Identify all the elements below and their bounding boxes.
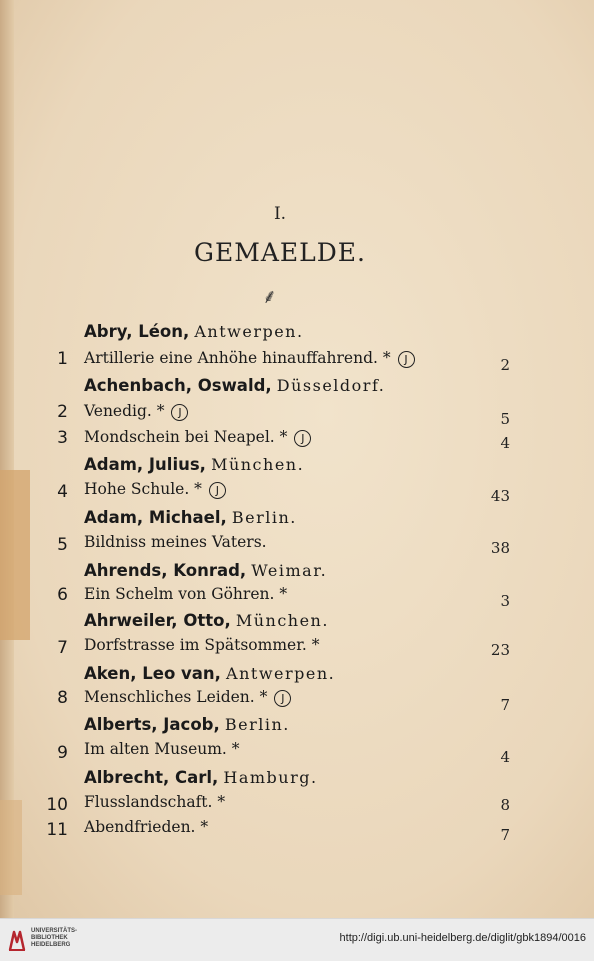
entry-number: 5 (57, 535, 68, 555)
artist-line (84, 322, 304, 341)
library-name: UNIVERSITÄTS- BIBLIOTHEK HEIDELBERG (31, 928, 78, 948)
entry-title: Im alten Museum. * (84, 740, 240, 758)
artist-city: Antwerpen. (226, 664, 336, 683)
page-reference: 4 (500, 748, 510, 766)
artist-city: Antwerpen. (194, 322, 304, 341)
artist-line (84, 768, 318, 787)
artist-name: Adam, Julius, (84, 455, 206, 474)
circled-j-icon: J (171, 404, 188, 421)
artist-city: Berlin. (224, 715, 290, 734)
page-reference: 38 (490, 539, 510, 557)
page-gutter-shadow (0, 0, 14, 918)
artist-city: München. (211, 455, 305, 474)
artist-city: München. (235, 611, 329, 630)
circled-j-icon: J (209, 482, 226, 499)
entry-line (84, 480, 226, 499)
circled-j-icon: J (294, 430, 311, 447)
artist-name: Abry, Léon, (84, 322, 190, 341)
entry-number: 10 (46, 795, 68, 815)
artist-line (84, 455, 304, 474)
entry-number: 3 (57, 428, 68, 448)
artist-city: Weimar. (251, 561, 328, 580)
artist-name: Albrecht, Carl, (84, 768, 219, 787)
heidelberg-library-logo-icon (8, 928, 26, 952)
entry-title: Mondschein bei Neapel. * (84, 428, 288, 446)
circled-j-icon: J (274, 690, 291, 707)
artist-line (84, 561, 327, 580)
page-reference: 43 (490, 487, 510, 505)
page-reference: 23 (490, 641, 510, 659)
artist-name: Alberts, Jacob, (84, 715, 220, 734)
entry-title: Venedig. * (84, 402, 165, 420)
circled-j-icon: J (398, 351, 415, 368)
entry-number: 7 (57, 638, 68, 658)
entry-title: Menschliches Leiden. * (84, 688, 268, 706)
page-reference: 7 (500, 826, 510, 844)
page-reference: 2 (500, 356, 510, 374)
entry-number: 6 (57, 585, 68, 605)
ornament-icon: ⸙ (262, 284, 277, 308)
source-url-link[interactable]: http://digi.ub.uni-heidelberg.de/diglit/gbk1894/0016 (339, 932, 586, 944)
entry-number: 4 (57, 482, 68, 502)
artist-line (84, 508, 297, 527)
page-reference: 8 (500, 796, 510, 814)
artist-name: Ahrends, Konrad, (84, 561, 247, 580)
artist-line (84, 664, 335, 683)
page-reference: 4 (500, 434, 510, 452)
artist-line (84, 611, 329, 630)
artist-name: Aken, Leo van, (84, 664, 221, 683)
entry-title: Bildniss meines Vaters. (84, 533, 267, 551)
viewer-footer (0, 918, 594, 961)
entry-title: Dorfstrasse im Spätsommer. * (84, 636, 320, 654)
section-title: GEMAELDE. (194, 238, 366, 267)
entry-number: 11 (46, 820, 68, 840)
entry-line (84, 402, 188, 421)
entry-line (84, 428, 311, 447)
artist-city: Berlin. (231, 508, 297, 527)
page-reference: 3 (500, 592, 510, 610)
artist-line (84, 715, 290, 734)
artist-name: Adam, Michael, (84, 508, 227, 527)
artist-city: Düsseldorf. (276, 376, 386, 395)
entry-title: Flusslandschaft. * (84, 793, 226, 811)
entry-number: 8 (57, 688, 68, 708)
page-reference: 5 (500, 410, 510, 428)
page-reference: 7 (500, 696, 510, 714)
entry-title: Ein Schelm von Göhren. * (84, 585, 288, 603)
entry-number: 2 (57, 402, 68, 422)
entry-title: Abendfrieden. * (84, 818, 209, 836)
entry-line (84, 349, 415, 368)
artist-city: Hamburg. (223, 768, 318, 787)
entry-title: Hohe Schule. * (84, 480, 202, 498)
artist-line (84, 376, 385, 395)
artist-name: Ahrweiler, Otto, (84, 611, 231, 630)
artist-name: Achenbach, Oswald, (84, 376, 272, 395)
entry-number: 1 (57, 349, 68, 369)
entry-title: Artillerie eine Anhöhe hinauffahrend. * (84, 349, 391, 367)
entry-line (84, 688, 291, 707)
entry-number: 9 (57, 743, 68, 763)
section-number: I. (273, 204, 287, 224)
